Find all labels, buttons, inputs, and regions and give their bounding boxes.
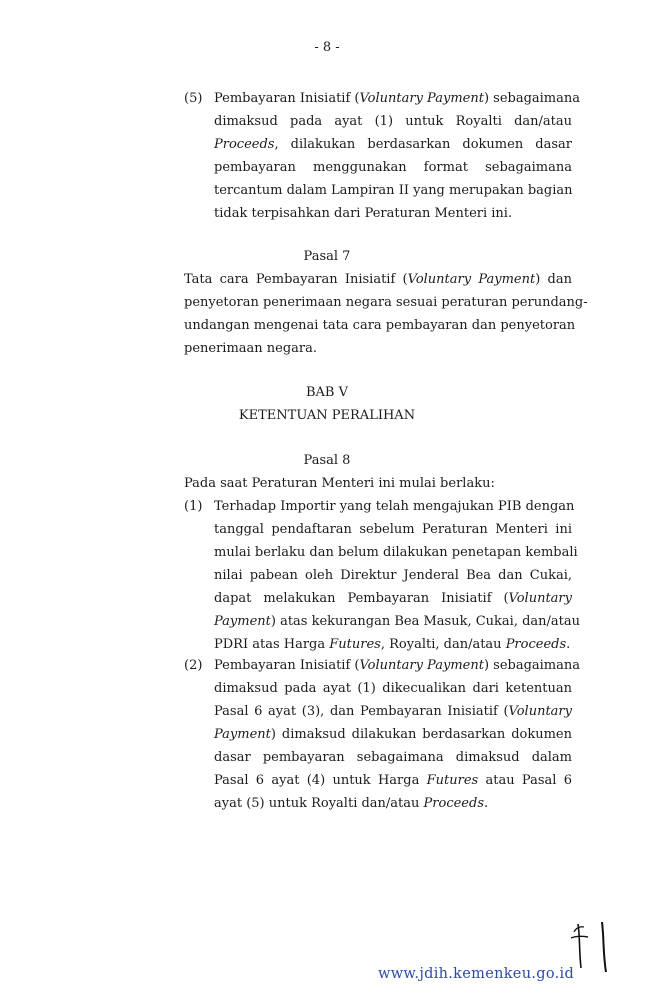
text-segment: ) dimaksud dilakukan berdasarkan dokumen	[270, 727, 572, 742]
text-line	[214, 654, 581, 677]
text-line	[214, 700, 572, 723]
text-line	[214, 202, 572, 225]
italic-term: Payment	[214, 614, 271, 629]
text-segment: ) sebagaimana	[483, 91, 581, 106]
item-text	[214, 87, 581, 225]
italic-term: Proceeds	[423, 796, 484, 811]
text-segment: atau Pasal 6	[478, 773, 572, 788]
text-segment: ) dan	[535, 272, 572, 287]
text-line	[214, 495, 575, 518]
text-segment: Pembayaran Inisiatif (	[214, 658, 360, 673]
text-segment: , dilakukan berdasarkan dokumen dasar	[274, 137, 572, 152]
text-line	[184, 268, 572, 291]
text-segment: mulai berlaku dan belum dilakukan penetapan kembali	[214, 545, 578, 560]
text-segment: ayat (5) untuk Royalti dan/atau	[214, 796, 424, 811]
text-line	[214, 564, 572, 587]
text-segment: dimaksud pada ayat (1) untuk Royalti dan/atau	[214, 114, 572, 129]
text-line	[214, 518, 572, 541]
text-segment: .	[484, 796, 489, 811]
text-segment: penyetoran penerimaan negara sesuai peraturan perundang-	[184, 295, 588, 310]
text-segment: nilai pabean oleh Direktur Jenderal Bea dan Cukai,	[214, 568, 572, 583]
text-line	[214, 610, 581, 633]
text-line	[184, 291, 588, 314]
item-text	[214, 495, 581, 656]
pasal-8-intro: Pada saat Peraturan Menteri ini mulai berlaku:	[184, 476, 495, 491]
text-segment: Pasal 6 ayat (4) untuk Harga	[214, 773, 427, 788]
italic-term: Voluntary Payment	[359, 658, 484, 673]
text-line	[214, 110, 572, 133]
bab-subtitle: KETENTUAN PERALIHAN	[238, 408, 416, 423]
pasal-7-title: Pasal 7	[303, 249, 351, 264]
italic-term: Futures	[329, 637, 381, 652]
text-segment: undangan mengenai tata cara pembayaran dan penyetoran	[184, 318, 576, 333]
item-number: (2)	[184, 658, 203, 673]
pasal-8-title: Pasal 8	[303, 453, 351, 468]
text-segment: ) atas kekurangan Bea Masuk, Cukai, dan/atau	[270, 614, 581, 629]
italic-term: Proceeds	[214, 137, 275, 152]
text-segment: dimaksud pada ayat (1) dikecualikan dari ketentuan	[214, 681, 572, 696]
item-number: (1)	[184, 499, 203, 514]
text-segment: .	[566, 637, 571, 652]
text-segment: PDRI atas Harga	[214, 637, 330, 652]
text-segment: tanggal pendaftaran sebelum Peraturan Menteri ini	[214, 522, 572, 537]
text-segment: Tata cara Pembayaran Inisiatif (	[184, 272, 408, 287]
text-segment: Pasal 6 ayat (3), dan Pembayaran Inisiatif (	[214, 704, 509, 719]
text-line	[184, 337, 572, 360]
text-line	[214, 723, 572, 746]
text-segment: dasar pembayaran sebagaimana dimaksud dalam	[214, 750, 572, 765]
text-segment: , Royalti, dan/atau	[380, 637, 506, 652]
text-segment: ) sebagaimana	[483, 658, 581, 673]
italic-term: Payment	[214, 727, 271, 742]
text-segment: dapat melakukan Pembayaran Inisiatif (	[214, 591, 509, 606]
text-line	[214, 179, 572, 202]
page-number: - 8 -	[314, 40, 340, 55]
text-line	[214, 677, 572, 700]
text-line	[214, 792, 572, 815]
item-number: (5)	[184, 91, 203, 106]
footer-url[interactable]: www.jdih.kemenkeu.go.id	[378, 966, 575, 982]
italic-term: Voluntary Payment	[359, 91, 484, 106]
text-line	[214, 133, 572, 156]
bab-title: BAB V	[305, 385, 348, 400]
text-line	[214, 769, 572, 792]
text-line	[214, 633, 572, 656]
text-segment: tidak terpisahkan dari Peraturan Menteri ini.	[214, 206, 513, 221]
text-segment: Pembayaran Inisiatif (	[214, 91, 360, 106]
italic-term: Voluntary Payment	[407, 272, 536, 287]
italic-term: Proceeds	[505, 637, 567, 652]
text-line	[214, 746, 572, 769]
italic-term: Voluntary	[508, 591, 572, 606]
text-line	[214, 587, 572, 610]
item-text	[214, 654, 581, 815]
text-line	[214, 541, 578, 564]
text-line	[214, 87, 581, 110]
text-segment: penerimaan negara.	[184, 341, 318, 356]
text-line	[184, 314, 576, 337]
text-line	[214, 156, 572, 179]
text-segment: tercantum dalam Lampiran II yang merupakan bagian	[214, 183, 573, 198]
text-segment: Terhadap Importir yang telah mengajukan PIB dengan	[214, 499, 575, 514]
italic-term: Futures	[426, 773, 479, 788]
pasal-7-text	[184, 268, 588, 360]
text-segment: pembayaran menggunakan format sebagaimana	[214, 160, 572, 175]
italic-term: Voluntary	[508, 704, 572, 719]
